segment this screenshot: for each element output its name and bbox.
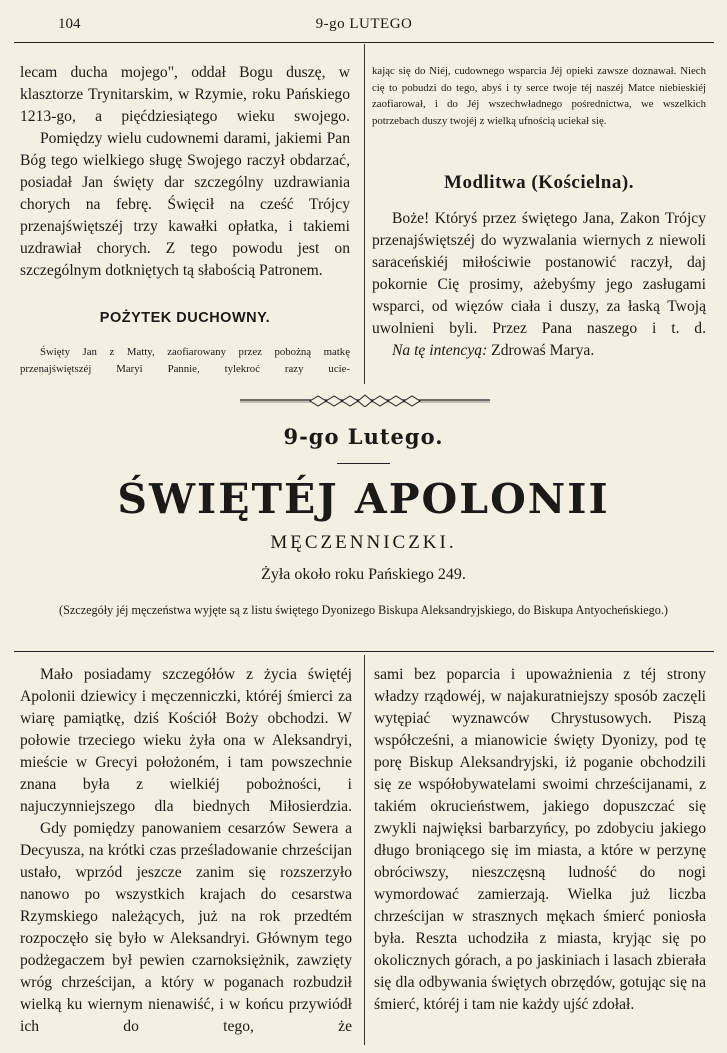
source-note: (Szczegóły jéj męczeństwa wyjęte są z listu świętego Dyonizego Biskupa Aleksandryjskiego, do Biskupa Antyocheńskiego.) <box>59 603 668 617</box>
persecution-paragraph: Gdy pomiędzy panowaniem cesarzów Sewera a Decyusza, na krótki czas prześladowanie chrześcijan ustało, wprzód jeszcze zanim się rozszerzyło nanowo po wszystkich krajach do cesarstwa Rzymskiego należących, już na rok przedtém rozpoczęło się było w Aleksandryi. Głównym tego podżegaczem był pewien czarnoksiężnik, zawzięty wróg chrześcijan, a który w poganach rozbudził wielką ku wiernym nienawiść, i w końcu przywiódł ich do tego, że <box>20 820 352 1035</box>
closing-text: Zdrowaś Marya. <box>491 342 595 359</box>
page-number: 104 <box>58 16 81 32</box>
closing-italic: Na tę intencyą: <box>392 342 488 359</box>
gifts-paragraph: Pomiędzy wielu cudownemi darami, jakiemi Pan Bóg tego wielkiego sługę Swojego raczył obdarzać, posiadał Jan święty dar szczególny uzdrawiania chorych na febrę. Święcił na cześć Trójcy przenajświętszéj trzy kawałki opłatka, i takiemi uzdrawiał chorych. Z tego powodu jest on szczególnym dotkniętych tą słabością Patronem. <box>20 130 350 279</box>
era-line: Żyła około roku Pańskiego 249. <box>261 566 466 583</box>
martyrdom-paragraph: sami bez poparcia i upoważnienia z téj strony władzy rządowéj, w najakuratniejszy sposób zaczęli wytępiać wyznawców Chrystusowych. Piszą współcześni, a mianowicie święty Dyonizy, pod tę porę Biskup Aleksandryjski, iż poganie obchodzili się ze współobywatelami swoimi chrześcijanami, z takiém okrucieństwem, jakiego dopuszczać się zwykli najwięksi barbarzyńcy, po zdobyciu jakiego długo broniącego się im miasta, a które w perzynę obróciwszy, nieszczęsną ludność do nogi wymordować zamierzają. Wielka już liczba chrześcijan w strasznych mękach śmierć poniosła była. Reszta uchodziła z miasta, kryjąc się po okolicznych górach, a po jaskiniach i lasach zbierała się dla odbywania świętych obrzędów, gotując się na śmierć, któréj i tam nie każdy ujść zdołał. <box>374 666 706 1013</box>
intro-paragraph: Mało posiadamy szczegółów z życia świętéj Apolonii dziewicy i męczenniczki, któréj śmierci za wiarę pamiątkę, dziś Kościół Boży obchodzi. W połowie trzeciego wieku żyła ona w Aleksandryi, mieście w Grecyi położoném, i tam powszechnie znana była z wielkiéj pobożności, i najuczynniejszego dla biednych Miłosierdzia. <box>20 666 352 815</box>
date-heading: 9-go Lutego. <box>283 424 444 449</box>
pozytek-heading: POŻYTEK DUCHOWNY. <box>99 310 271 326</box>
body-top-rule <box>14 651 714 652</box>
running-title: 9-go LUTEGO <box>315 16 413 32</box>
subtitle: MĘCZENNICZKI. <box>270 532 457 553</box>
running-header <box>14 8 714 43</box>
main-title: ŚWIĘTÉJ APOLONII <box>117 475 610 523</box>
top-column-divider <box>364 44 365 384</box>
bottom-column-divider <box>364 655 365 1045</box>
prayer-column <box>372 208 706 362</box>
continuation-paragraph: lecam ducha mojego", oddał Bogu duszę, w klasztorze Trynitarskim, w Rzymie, roku Pańskiego 1213-go, a pięćdziesiątego wieku swojego. <box>20 64 350 125</box>
prayer-text: Boże! Któryś przez świętego Jana, Zakon Trójcy przenajświętszéj do wyzwalania wiernych z niewoli saraceńskiéj miłościwie postanowić raczył, daj pokornie Cię prosimy, ażebyśmy jego zasługami wsparci, od więzów ciała i duszy, za łaską Twoją uwolnieni byli. Przez Pana naszego i t. d. <box>372 210 706 337</box>
pozytek-start <box>20 344 350 377</box>
ornamental-divider <box>240 393 490 407</box>
pozytek-continuation-text: kając się do Niéj, cudownego wsparcia Jéj opieki zawsze doznawał. Niech cię to pobudzi do tego, abyś i ty serce twoje téj naszéj Matce niebieskiéj zaofiarował, i do Jéj wszechwładnego pośrednictwa, we wszelkich potrzebach duszy twojéj z wielką ufnością uciekał się. <box>372 65 706 127</box>
closing-line <box>372 340 706 362</box>
pozytek-start-text: Święty Jan z Matty, zaofiarowany przez pobożną matkę przenajświętszéj Maryi Pannie, tylekroć razy ucie- <box>20 346 350 375</box>
short-rule <box>337 463 390 464</box>
modlitwa-heading: Modlitwa (Kościelna). <box>444 172 634 193</box>
bottom-right-column <box>374 664 706 1016</box>
pozytek-continuation <box>372 63 706 129</box>
top-left-column <box>20 62 350 282</box>
bottom-left-column <box>20 664 352 1038</box>
